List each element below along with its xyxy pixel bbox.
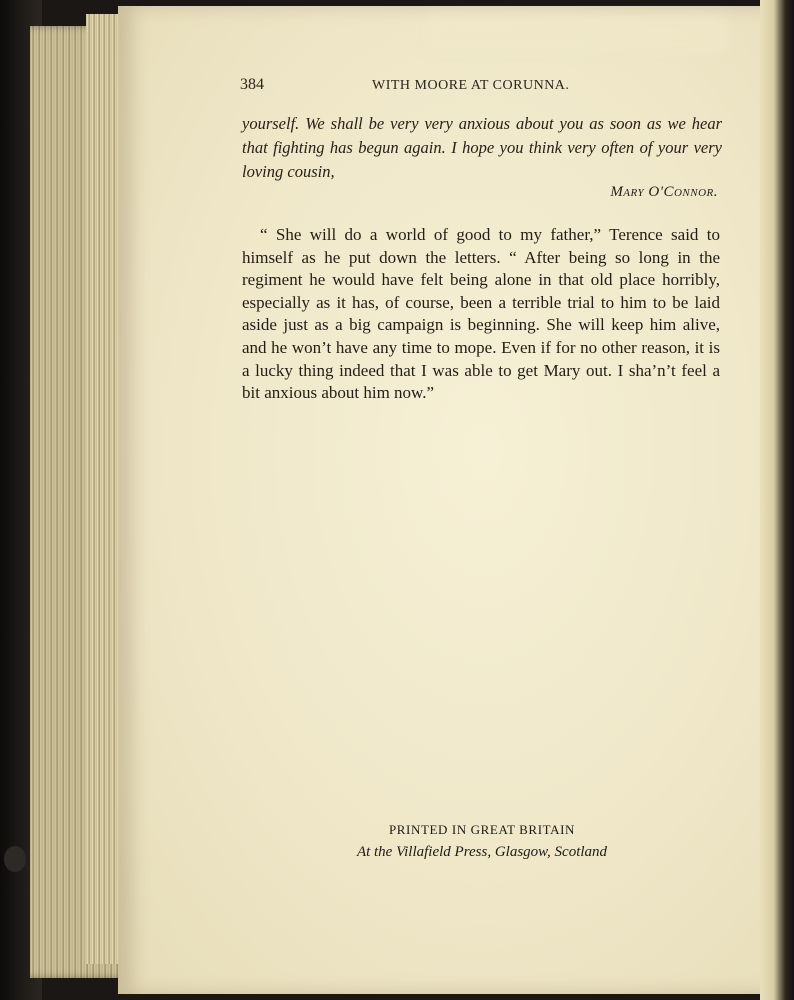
- printer-imprint-address: At the Villafield Press, Glasgow, Scotland: [356, 844, 608, 860]
- body-paragraph: “ She will do a world of good to my father,” Terence said to himself as he put down the letters. “ After being so long in the regiment he would have felt being alone in that old place horribly, especially as it has, of course, been a terrible trial to him to be laid aside just as a big campaign is beginning. She will keep him alive, and he won’t have any time to mope. Even if for no other reason, it is a lucky thing indeed that I was able to get Mary out. I sha’n’t feel a bit anxious about him now.”: [242, 225, 720, 403]
- page-header: [240, 76, 720, 98]
- page-stain: [428, 16, 728, 52]
- letter-signature: Mary O'Connor.: [610, 184, 718, 200]
- letter-text: yourself. We shall be very very anxious about you as soon as we hear that fighting has begun again. I hope you think very often of your very loving cousin,: [242, 114, 722, 181]
- page-right-edge: [760, 0, 794, 1000]
- binding-mark: [4, 846, 26, 872]
- running-head: WITH MOORE AT CORUNNA.: [372, 78, 570, 93]
- printer-imprint-title: PRINTED IN GREAT BRITAIN: [388, 822, 576, 837]
- page-number: 384: [240, 76, 264, 93]
